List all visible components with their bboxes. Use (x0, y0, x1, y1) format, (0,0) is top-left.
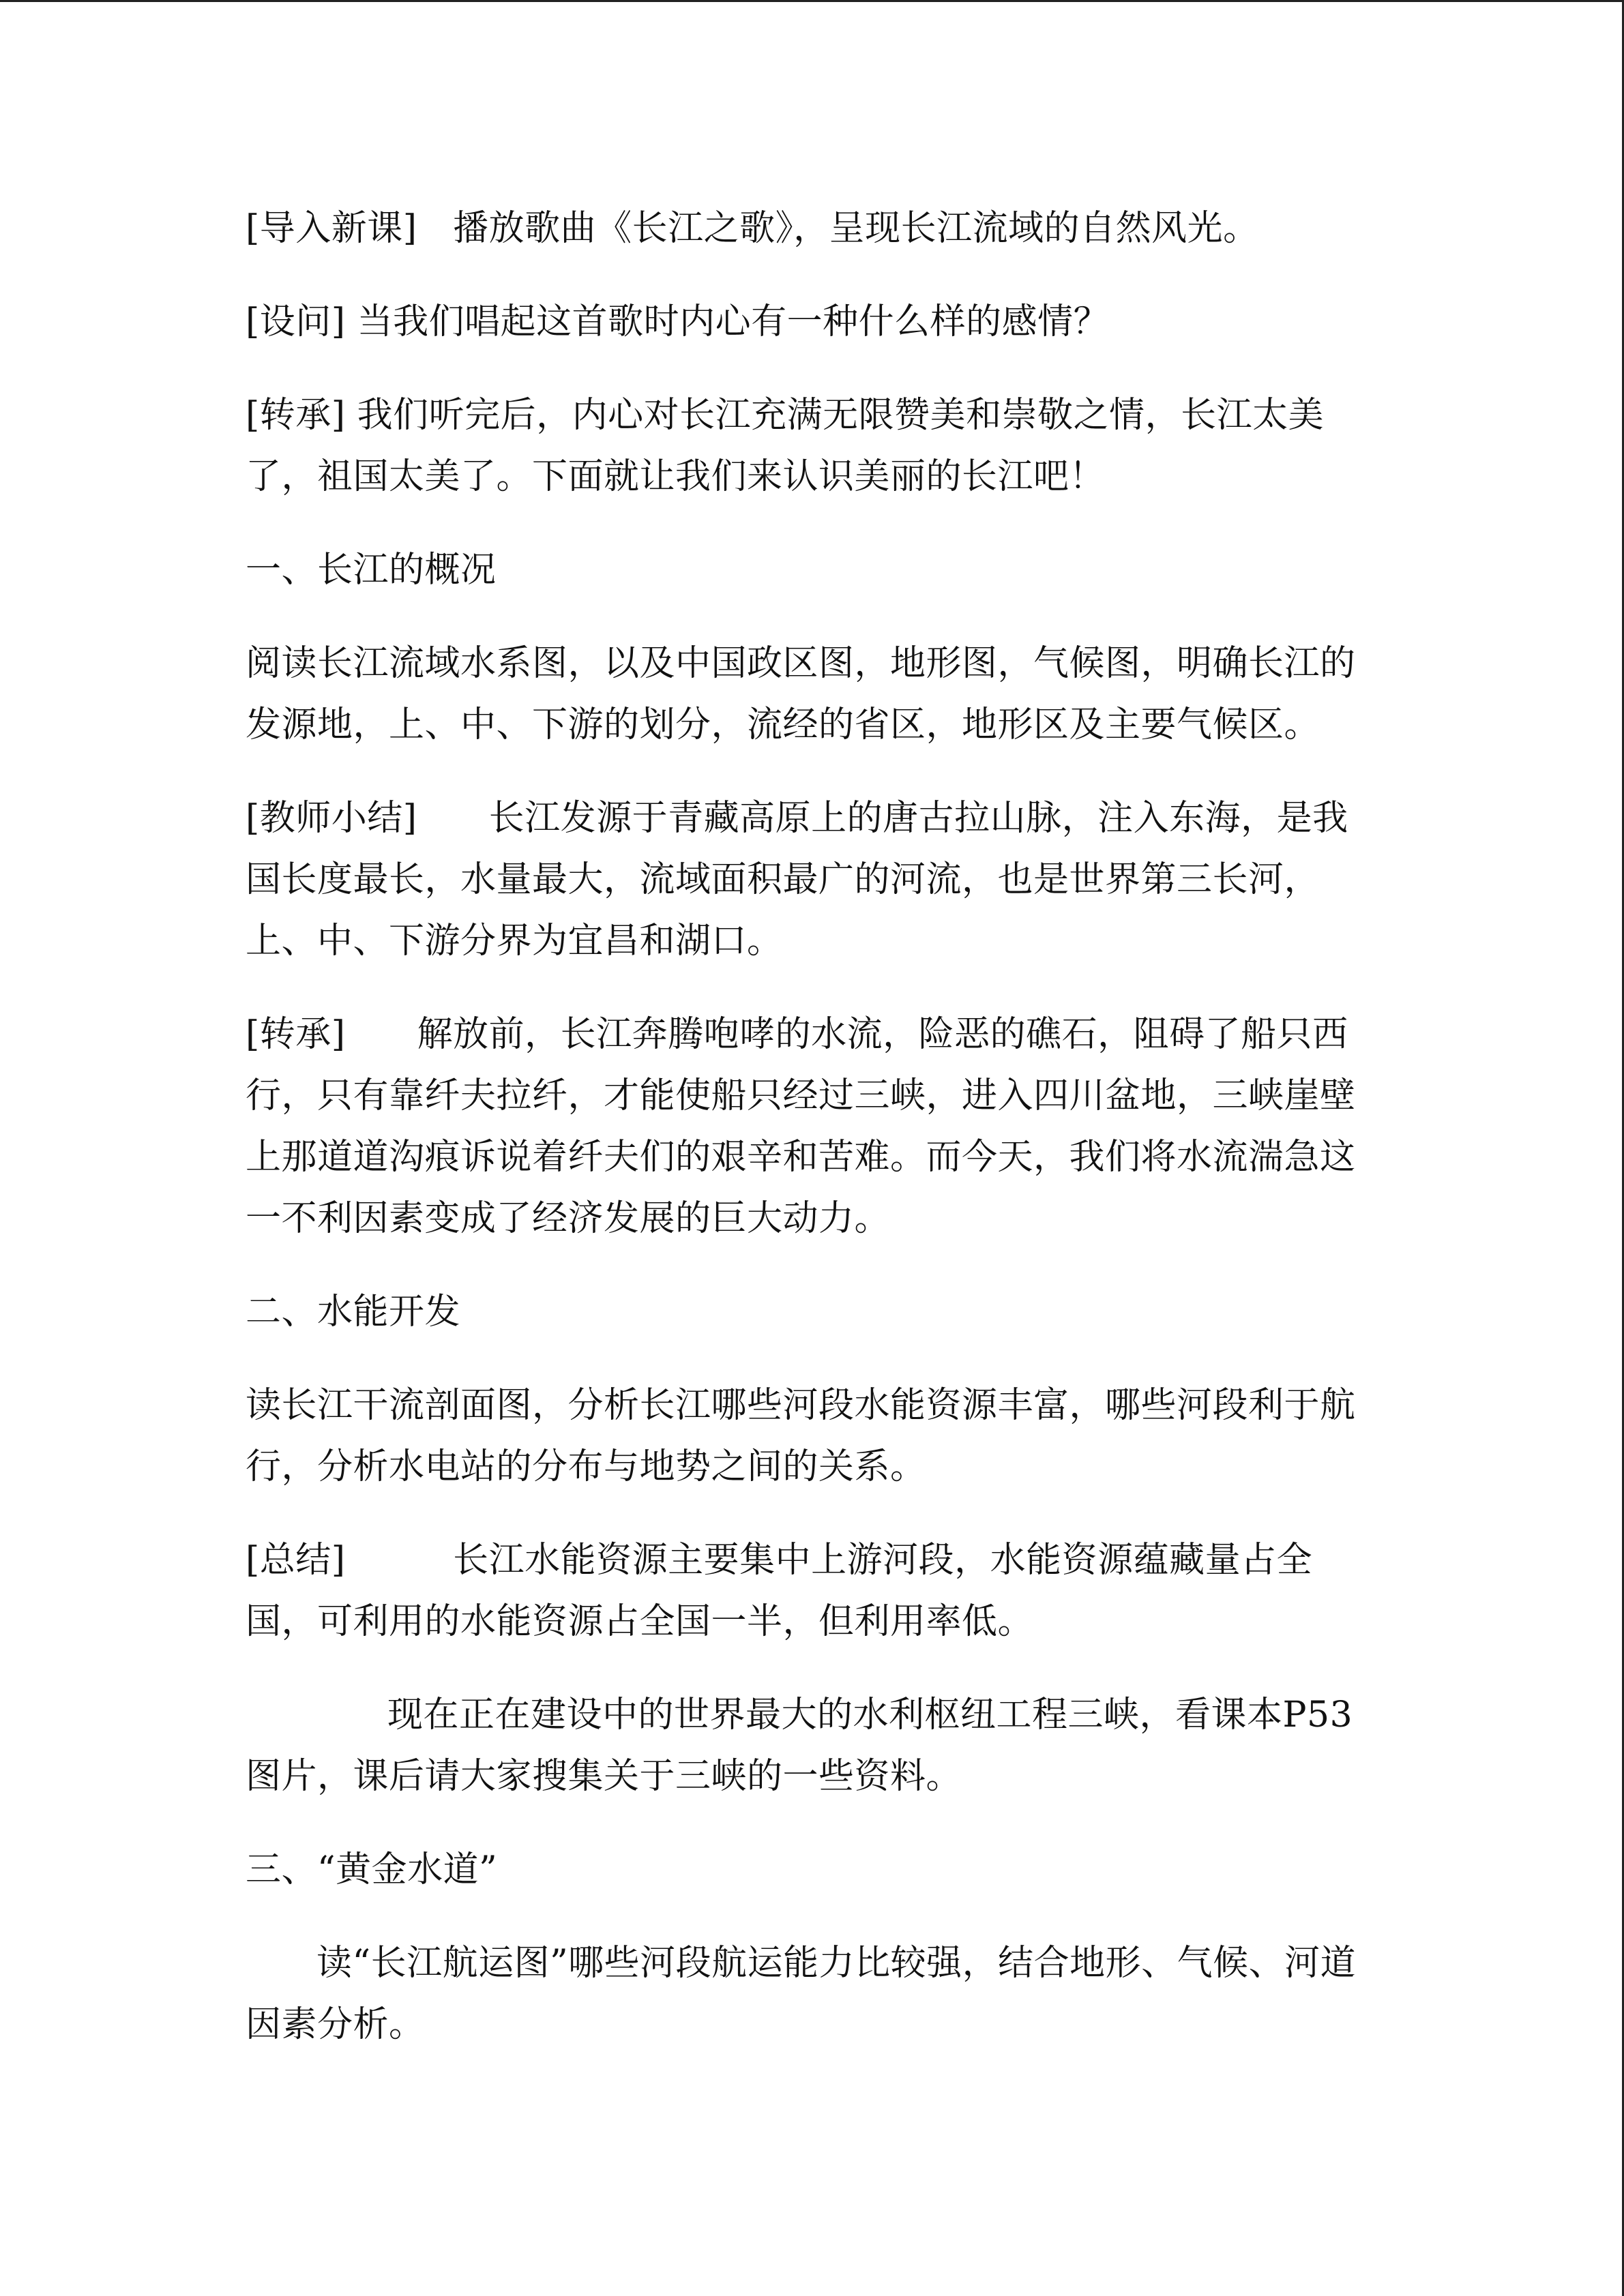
document-body (246, 198, 1381, 2087)
paragraph-summary: [总结] 长江水能资源主要集中上游河段，水能资源蕴藏量占全国，可利用的水能资源占全国一半，但利用率低。 (246, 1540, 1313, 1642)
paragraph-intro: [导入新课] 播放歌曲《长江之歌》，呈现长江流域的自然风光。 (246, 208, 1259, 249)
section-heading-1: 一、长江的概况 (246, 550, 497, 591)
section-heading-3: 三、“黄金水道” (246, 1849, 498, 1890)
paragraph-three-gorges: 现在正在建设中的世界最大的水利枢纽工程三峡，看课本P53 图片，课后请大家搜集关于三峡的一些资料。 (246, 1695, 1353, 1797)
paragraph-reading-task-3: 读“长江航运图”哪些河段航运能力比较强，结合地形、气候、河道因素分析。 (246, 1943, 1357, 2045)
paragraph-transition-1: [转承] 我们听完后，内心对长江充满无限赞美和崇敬之情，长江太美了，祖国太美了。下面就让我们来认识美丽的长江吧！ (246, 395, 1325, 497)
paragraph-question: [设问] 当我们唱起这首歌时内心有一种什么样的感情？ (246, 301, 1110, 342)
section-heading-2: 二、水能开发 (246, 1292, 461, 1332)
paragraph-reading-task-1: 阅读长江流域水系图，以及中国政区图，地形图，气候图，明确长江的发源地，上、中、下游的划分，流经的省区，地形区及主要气候区。 (246, 643, 1356, 745)
paragraph-reading-task-2: 读长江干流剖面图，分析长江哪些河段水能资源丰富，哪些河段利于航行，分析水电站的分布与地势之间的关系。 (246, 1385, 1356, 1487)
paragraph-teacher-summary: [教师小结] 长江发源于青藏高原上的唐古拉山脉，注入东海，是我国长度最长，水量最大，流域面积最广的河流，也是世界第三长河，上、中、下游分界为宜昌和湖口。 (246, 798, 1348, 961)
paragraph-transition-2: [转承] 解放前，长江奔腾咆哮的水流，险恶的礁石，阻碍了船只西行，只有靠纤夫拉纤，才能使船只经过三峡，进入四川盆地，三峡崖壁上那道道沟痕诉说着纤夫们的艰辛和苦难。而今天，我们将水流湍急这一不利因素变成了经济发展的巨大动力。 (246, 1014, 1356, 1239)
